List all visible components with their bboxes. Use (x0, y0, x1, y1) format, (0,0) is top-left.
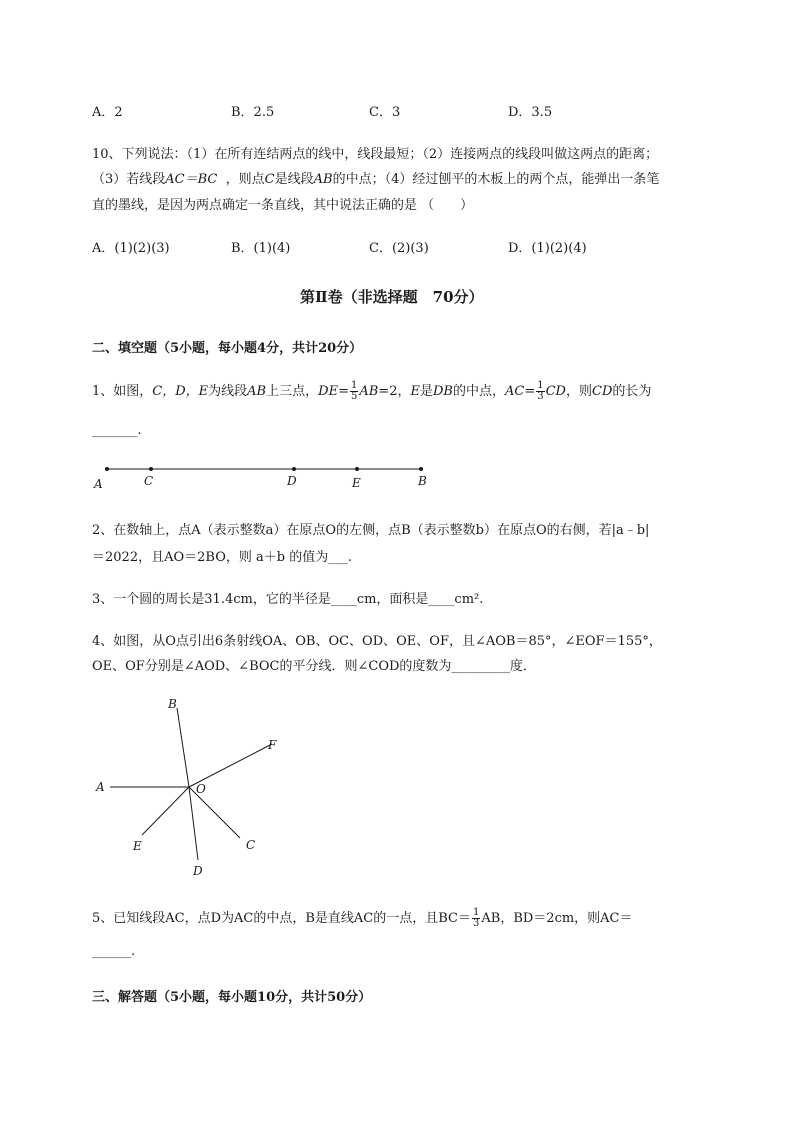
fraction-denominator: 3 (473, 918, 480, 929)
q9-option-d: D．3.5 (508, 105, 553, 120)
q10-option-c: C．(2)(3) (369, 241, 429, 256)
fb4-line2: OE、OF分别是∠AOD、∠BOC的平分线．则∠COD的度数为_________度． (92, 659, 536, 674)
rays-figure (90, 690, 290, 885)
q10-point: C (264, 172, 275, 187)
fb1-segment: AB (359, 384, 379, 399)
q10-line1: 10、下列说法：（1）在所有连结两点的线中，线段最短；（2）连接两点的线段叫做这两点的距离； (92, 147, 659, 162)
label-e: E (133, 839, 142, 853)
fraction-denominator: 3 (537, 391, 544, 402)
q10-option-d: D．(1)(2)(4) (508, 241, 587, 256)
point-c-dot (149, 467, 153, 471)
label-a: A (96, 780, 105, 794)
fb5-text: AB，BD＝2cm，则AC＝ (481, 911, 633, 926)
point-a-dot (105, 467, 109, 471)
ray-ob (177, 708, 189, 787)
fraction-numerator: 1 (350, 380, 358, 391)
fb1-text: = (338, 384, 349, 399)
fb1-fraction (350, 381, 358, 402)
q10-text: ，则点 (225, 172, 265, 187)
fb5-line1 (92, 907, 633, 929)
fb2-line1: 2、在数轴上，点A（表示整数a）在原点O的左侧，点B（表示整数b）在原点O的右侧，若|a﹣b| (92, 523, 650, 538)
fb1-text: 是 (419, 384, 433, 399)
label-e: E (352, 476, 361, 490)
label-b: B (168, 697, 177, 711)
q10-line3: 直的墨线，是因为两点确定一条直线，其中说法正确的是 （ ） (92, 198, 474, 213)
fb1-points: C，D，E (152, 384, 209, 399)
label-f: F (268, 738, 277, 752)
q10-text: 的中点；（4）经过刨平的木板上的两个点，能弹出一条笔 (332, 172, 660, 187)
q10-text: （3）若线段 (92, 172, 166, 187)
fb1-text: =2， (378, 384, 411, 399)
label-d: D (193, 864, 203, 878)
label-c: C (246, 838, 256, 852)
label-b: B (418, 474, 427, 488)
fill-blank-header: 二、填空题（5小题，每小题4分，共计20分） (92, 341, 363, 356)
ray-oe (142, 787, 189, 835)
fb1-blank: _______. (92, 423, 142, 438)
q9-option-a: A．2 (92, 105, 123, 120)
fb5-blank: ______. (92, 944, 136, 959)
q10-equation: AC＝BC (165, 172, 218, 187)
fb4-line1: 4、如图，从O点引出6条射线OA、OB、OC、OD、OE、OF，且∠AOB＝85°，∠EOF＝155°， (92, 634, 662, 649)
label-d: D (287, 474, 297, 488)
fb1-fraction (536, 381, 544, 402)
fb1-segment: DE (318, 384, 339, 399)
fraction-numerator: 1 (537, 380, 544, 391)
fb1-segment: AB (247, 384, 267, 399)
fraction-denominator: 5 (350, 391, 358, 402)
q10-text: 是线段 (274, 172, 314, 187)
fb1-line1 (92, 380, 651, 402)
point-d-dot (292, 467, 296, 471)
fb1-text: ，则 (565, 384, 592, 399)
q9-option-c: C．3 (369, 105, 401, 120)
ray-od (189, 787, 198, 860)
fb5-fraction (472, 908, 480, 929)
label-o: O (196, 782, 206, 796)
fb1-segment: AC (504, 384, 525, 399)
fb5-text: 5、已知线段AC，点D为AC的中点，B是直线AC的一点，且BC＝ (92, 911, 471, 926)
fb1-text: = (524, 384, 536, 399)
fb1-text: 1、如图， (92, 384, 153, 399)
fb3-line: 3、一个圆的周长是31.4cm，它的半径是____cm，面积是____cm². (92, 592, 484, 607)
q9-option-b: B．2.5 (231, 105, 275, 120)
solve-header: 三、解答题（5小题，每小题10分，共计50分） (92, 990, 372, 1005)
q10-segment: AB (313, 172, 333, 187)
q10-line2 (92, 168, 659, 187)
point-e-dot (355, 467, 359, 471)
fb1-point: E (410, 384, 420, 399)
q10-option-a: A．(1)(2)(3) (92, 241, 170, 256)
fb1-text: 为线段 (208, 384, 248, 399)
ray-of (189, 744, 272, 787)
fb1-text: 的中点， (452, 384, 505, 399)
fb2-line2: ＝2022，且AO＝2BO，则 a＋b 的值为___. (92, 550, 352, 565)
segment-figure (90, 460, 440, 492)
fb1-text: 上三点， (266, 384, 319, 399)
fraction-numerator: 1 (473, 907, 480, 918)
label-c: C (144, 474, 154, 488)
fb1-segment: DB (432, 384, 453, 399)
section2-title: 第Ⅱ卷（非选择题 70分） (300, 288, 484, 306)
point-b-dot (419, 467, 423, 471)
q10-option-b: B．(1)(4) (231, 241, 291, 256)
label-a: A (94, 477, 103, 491)
fb1-segment: CD (545, 384, 566, 399)
fb1-segment: CD (592, 384, 613, 399)
fb1-text: 的长为 (612, 384, 652, 399)
